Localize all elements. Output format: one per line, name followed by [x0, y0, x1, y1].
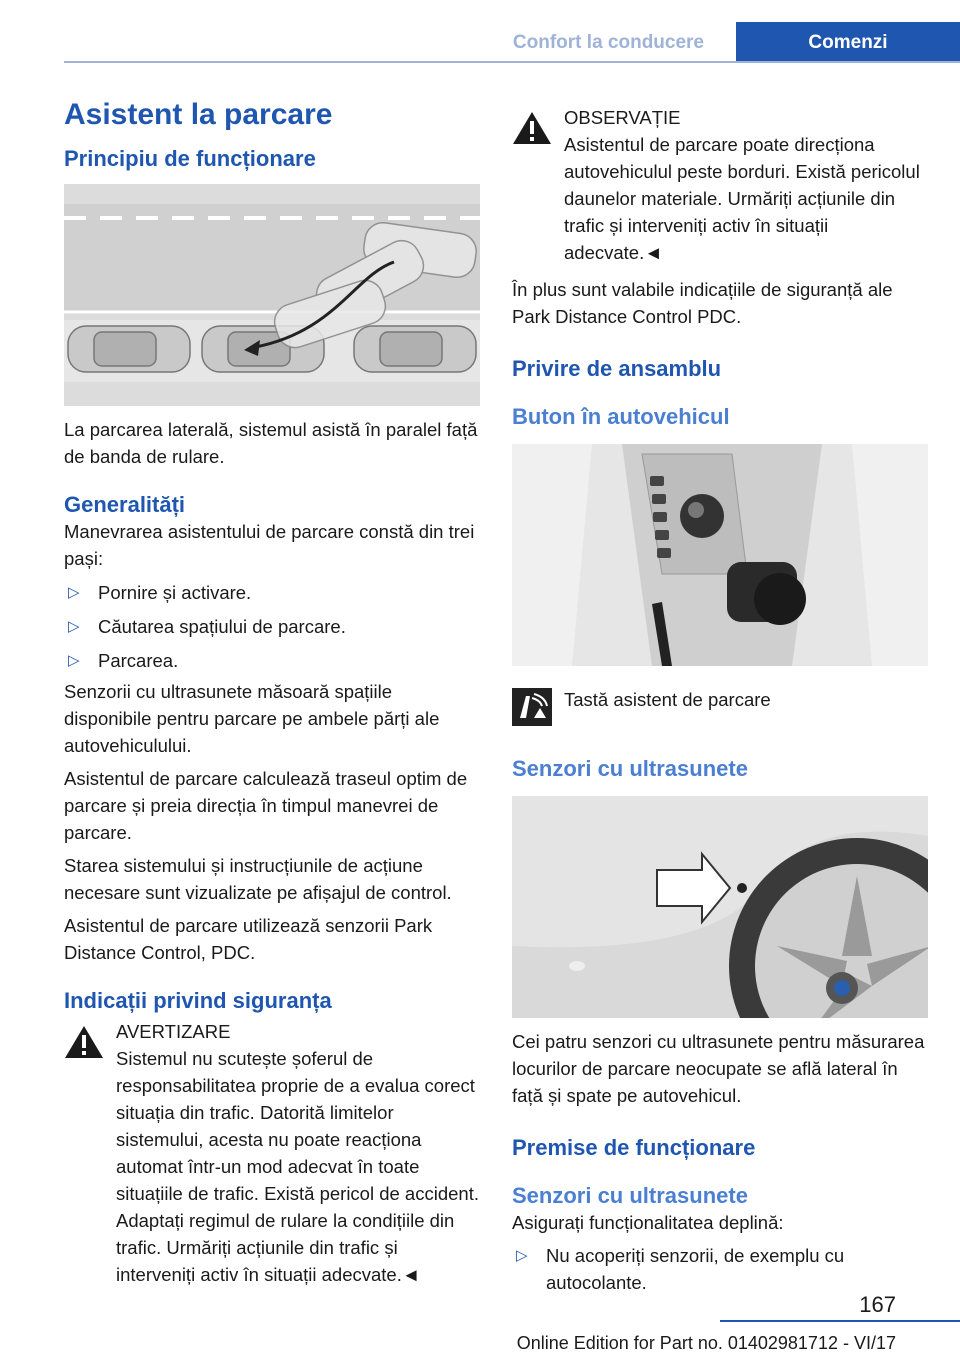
bumper-sensor-svg — [512, 796, 928, 1018]
triangle-bullet-icon: ▷ — [68, 618, 80, 635]
warning-triangle-icon — [64, 1024, 104, 1060]
steps-list — [64, 579, 480, 674]
page-number: 167 — [859, 1292, 896, 1317]
page-title: Asistent la parcare — [64, 98, 333, 131]
page-header — [0, 0, 960, 62]
pdc-text: În plus sunt valabile indicațiile de siguranță ale Park Distance Control PDC. — [512, 279, 893, 327]
edition-label: Online Edition for Part no. 01402981712 - VI/17 — [516, 1333, 896, 1353]
general-text: Manevrarea asistentului de parcare constă din trei pași: — [64, 521, 475, 569]
button-heading: Buton în autovehicul — [512, 404, 730, 429]
list-item: ▷ Parcarea. — [64, 647, 480, 674]
paragraph: Asistentul de parcare calculează traseul optim de parcare și preia direcția în timpul manevrei de parcare. — [64, 768, 468, 843]
premises-heading: Premise de funcționare — [512, 1135, 756, 1160]
list-item: ▷ Pornire și activare. — [64, 579, 480, 606]
header-divider — [64, 61, 960, 63]
left-column — [64, 98, 480, 1288]
triangle-bullet-icon: ▷ — [68, 584, 80, 601]
sensors-text: Cei patru senzori cu ultrasunete pentru măsurarea locurilor de parcare neocupate se află lateral în față și spate pe autovehicul. — [512, 1031, 925, 1106]
triangle-bullet-icon: ▷ — [68, 652, 80, 669]
paragraph: Senzorii cu ultrasunete măsoară spațiile disponibile pentru parcare pe ambele părți ale autovehiculului. — [64, 681, 440, 756]
page-footer — [0, 1292, 960, 1362]
list-item: ▷ Căutarea spațiului de parcare. — [64, 613, 480, 640]
note-title: OBSERVAȚIE — [564, 107, 681, 128]
sensors-heading: Senzori cu ultrasunete — [512, 756, 748, 781]
footer-divider — [720, 1320, 960, 1322]
parking-diagram-svg — [64, 184, 480, 406]
safety-heading: Indicații privind siguranța — [64, 988, 332, 1013]
parking-assistant-key-icon — [512, 688, 552, 726]
overview-heading: Privire de ansamblu — [512, 356, 722, 381]
sensors-heading-2: Senzori cu ultrasunete — [512, 1183, 748, 1208]
list-item: ▷ Nu acoperiți senzorii, de exemplu cu autocolante. — [512, 1242, 928, 1296]
warning-text: Sistemul nu scutește șoferul de responsabilitatea proprie de a evalua corect situația din trafic. Datorită limitelor sistemului, acesta nu poate reacționa automat într-un mod adecvat în toate situațiile de trafic. Există pericol de accident. Adaptați regimul de rulare la condițiile din trafic. Urmăriți acțiunile din trafic și interveniți activ în situații adecvate.◄ — [116, 1048, 479, 1285]
warning-block — [64, 1018, 480, 1288]
ensure-list — [512, 1242, 928, 1296]
key-row — [512, 686, 928, 728]
ensure-text: Asigurați funcționalitatea deplină: — [512, 1212, 784, 1233]
warning-title: AVERTIZARE — [116, 1021, 231, 1042]
note-text: Asistentul de parcare poate direcționa autovehiculul peste borduri. Există pericolul daunelor materiale. Urmăriți acțiunile din trafic și interveniți activ în situații adecvate.◄ — [564, 134, 920, 263]
key-label: Tastă asistent de parcare — [564, 689, 771, 710]
general-heading: Generalități — [64, 492, 186, 517]
parking-illustration — [64, 184, 480, 406]
paragraph: Starea sistemului și instrucțiunile de acțiune necesare sunt vizualizate pe afișajul de control. — [64, 855, 452, 903]
center-console-svg — [512, 444, 928, 666]
sensor-photo — [512, 796, 928, 1018]
warning-triangle-icon — [512, 110, 552, 146]
paragraph: Asistentul de parcare utilizează senzorii Park Distance Control, PDC. — [64, 915, 433, 963]
right-column — [512, 104, 928, 1296]
console-photo — [512, 444, 928, 666]
note-block — [512, 104, 928, 266]
principle-text: La parcarea laterală, sistemul asistă în paralel față de banda de rulare. — [64, 419, 478, 467]
header-tab: Comenzi — [736, 22, 960, 62]
triangle-bullet-icon: ▷ — [516, 1247, 528, 1264]
header-section: Confort la conducere — [512, 32, 704, 53]
principle-heading: Principiu de funcționare — [64, 146, 316, 171]
